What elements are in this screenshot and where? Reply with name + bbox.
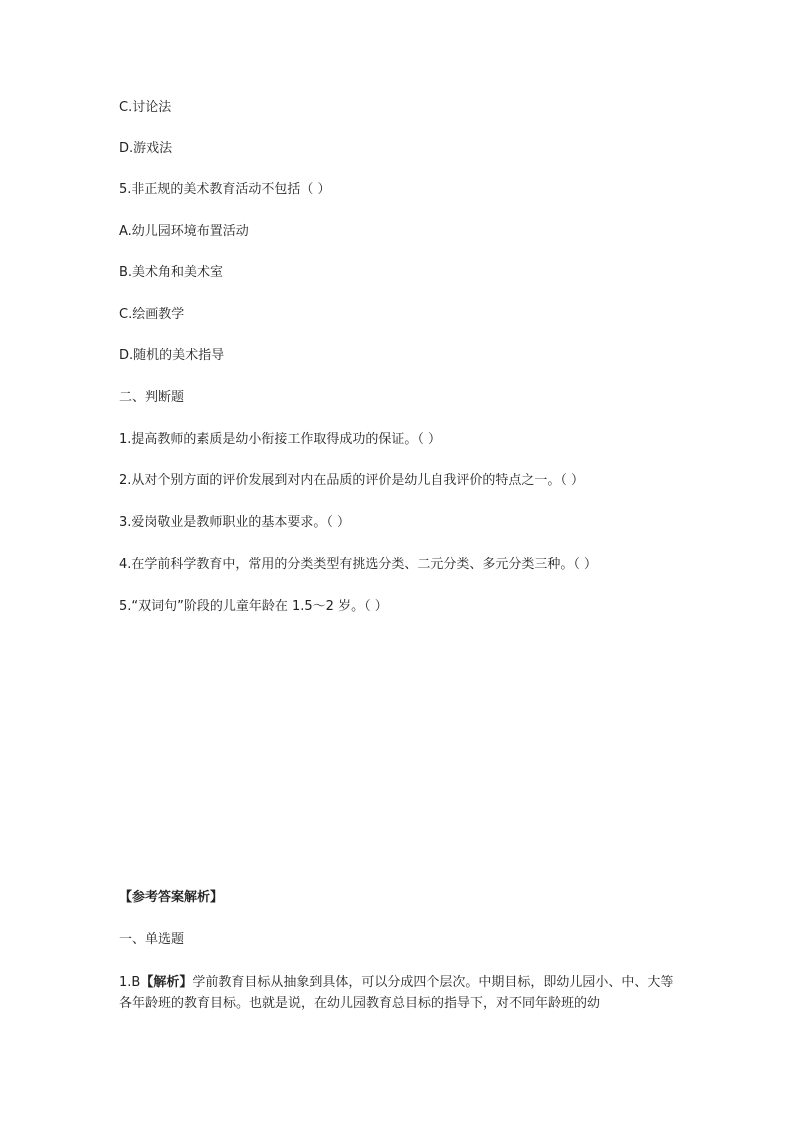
answer-item-1 xyxy=(119,972,679,1014)
answer-item-1-text: 学前教育目标从抽象到具体，可以分成四个层次。中期目标，即幼儿园小、中、大等各年龄班的教育目标。也就是说，在幼儿园教育总目标的指导下，对不同年龄班的幼 xyxy=(119,975,674,1011)
judgment-item-5: 5.“双词句”阶段的儿童年龄在 1.5～2 岁。（ ） xyxy=(119,599,388,614)
option-c-discussion: C.讨论法 xyxy=(119,100,172,115)
judgment-item-2: 2.从对个别方面的评价发展到对内在品质的评价是幼儿自我评价的特点之一。（ ） xyxy=(119,473,585,488)
option-c-drawing: C.绘画教学 xyxy=(119,307,185,322)
answers-title: 【参考答案解析】 xyxy=(119,890,224,905)
answers-section-1-title: 一、单选题 xyxy=(119,932,185,947)
option-a-environment: A.幼儿园环境布置活动 xyxy=(119,224,249,239)
answer-item-1-label: 【解析】 xyxy=(140,975,193,990)
answer-item-1-prefix: 1.B xyxy=(119,975,141,990)
judgment-item-3: 3.爱岗敬业是教师职业的基本要求。（ ） xyxy=(119,515,351,530)
question-5: 5.非正规的美术教育活动不包括（ ） xyxy=(119,182,331,197)
judgment-item-4: 4.在学前科学教育中，常用的分类类型有挑选分类、二元分类、多元分类三种。（ ） xyxy=(119,557,598,572)
option-d-guidance: D.随机的美术指导 xyxy=(119,348,225,363)
option-b-art-corner: B.美术角和美术室 xyxy=(119,265,224,280)
option-d-game: D.游戏法 xyxy=(119,141,173,156)
section-2-title: 二、判断题 xyxy=(119,390,185,405)
judgment-item-1: 1.提高教师的素质是幼小衔接工作取得成功的保证。（ ） xyxy=(119,432,442,447)
